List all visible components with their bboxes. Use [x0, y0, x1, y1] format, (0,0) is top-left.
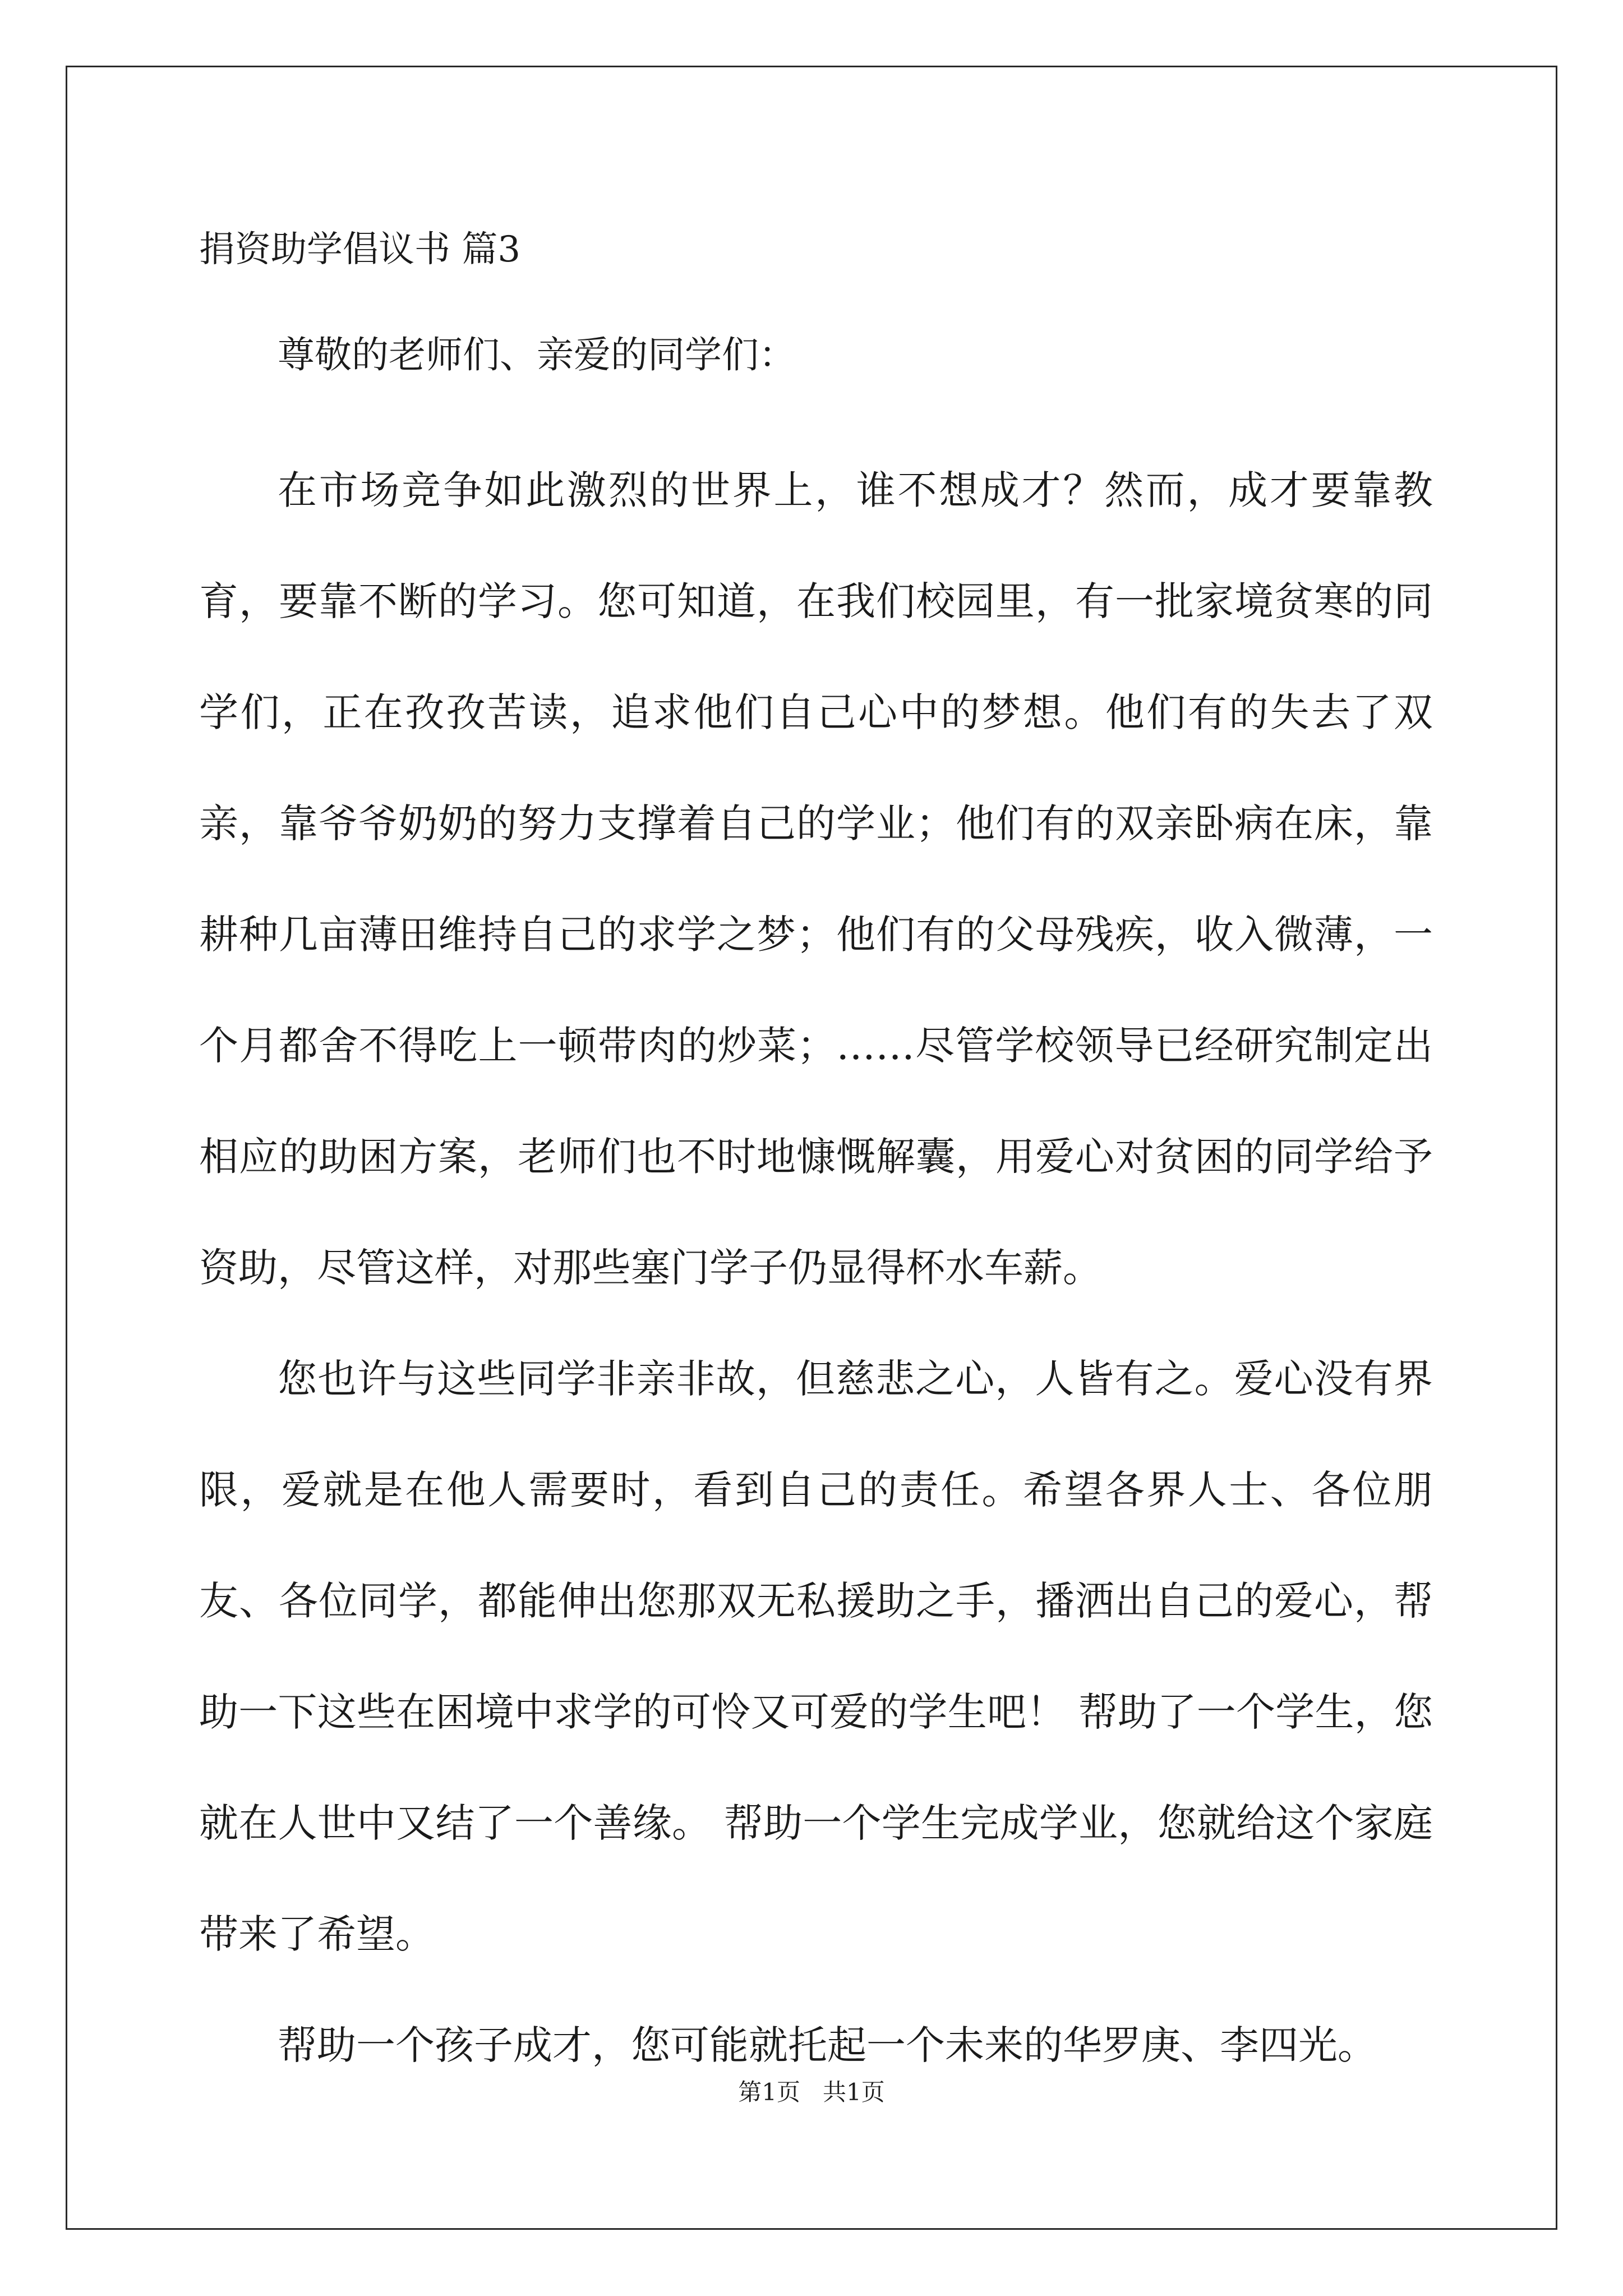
greeting-line: 尊敬的老师们、亲爱的同学们： — [278, 333, 796, 376]
document-title: 捐资助学倡议书 篇3 — [199, 229, 521, 270]
paragraph-2: 您也许与这些同学非亲非故，但慈悲之心，人皆有之。爱心没有界限，爱就是在他人需要时，看到自己的责任。希望各界人士、各位朋友、各位同学，都能伸出您那双无私援助之手，播洒出自己的爱心，帮助一下这些在困境中求学的可怜又可爱的学生吧！ 帮助了一个学生，您就在人世中又结了一个善缘。 帮助一个学生完成学业，您就给这个家庭带来了希望。 — [199, 1356, 1433, 1957]
document-body — [199, 222, 1433, 2101]
paragraph-3: 帮助一个孩子成才，您可能就托起一个未来的华罗庚、李四光。 — [278, 2022, 1377, 2068]
paragraph-1: 在市场竞争如此激烈的世界上，谁不想成才？然而，成才要靠教育，要靠不断的学习。您可知道，在我们校园里，有一批家境贫寒的同学们，正在孜孜苦读，追求他们自己心中的梦想。他们有的失去了双亲，靠爷爷奶奶的努力支撑着自己的学业；他们有的双亲卧病在床，靠耕种几亩薄田维持自己的求学之梦；他们有的父母残疾，收入微薄，一个月都舍不得吃上一顿带肉的炒菜；……尽管学校领导已经研究制定出相应的助困方案，老师们也不时地慷慨解囊，用爱心对贫困的同学给予资助，尽管这样，对那些塞门学子仍显得杯水车薪。 — [199, 467, 1433, 1291]
page-footer: 第1页 共1页 — [738, 2078, 885, 2106]
